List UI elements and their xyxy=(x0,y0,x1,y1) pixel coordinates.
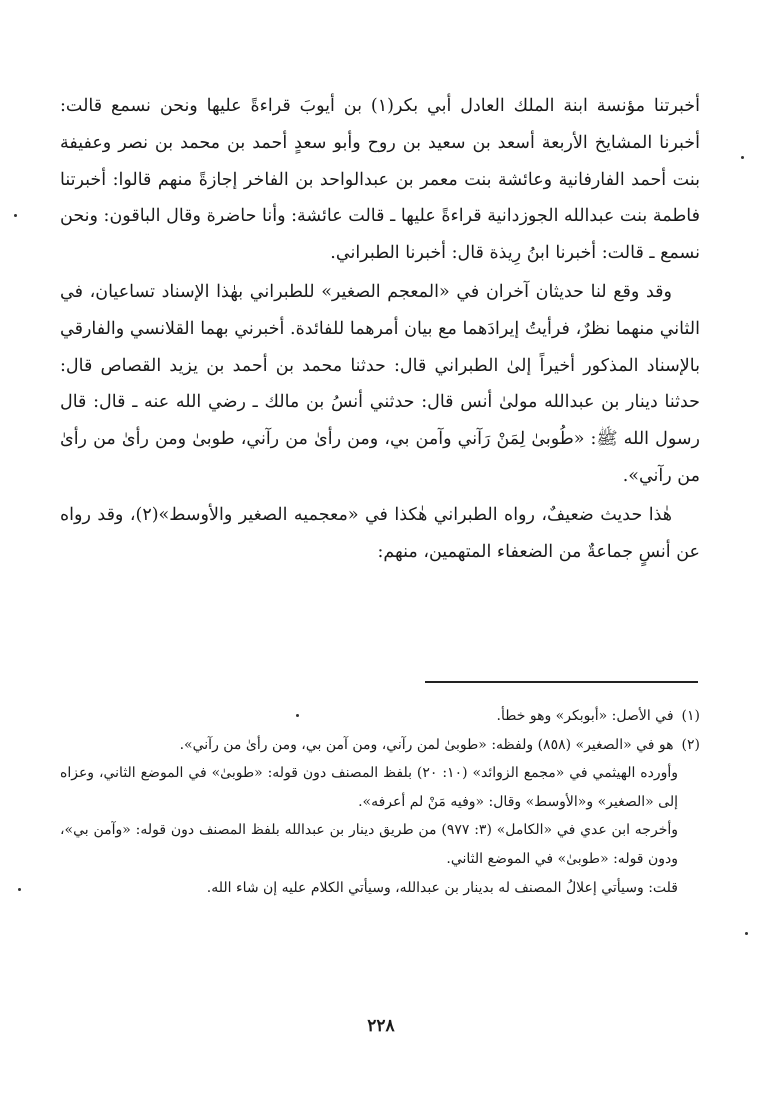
footnote-2 xyxy=(60,731,700,760)
scan-speck xyxy=(741,156,744,159)
footnote-text: هو في «الصغير» (٨٥٨) ولفظه: «طوبىٰ لمن رآني، ومن آمن بي، ومن رأىٰ من رآني». xyxy=(179,736,674,753)
scan-speck xyxy=(296,714,299,717)
scan-speck xyxy=(18,888,21,891)
footnote-2-continuation: وأخرجه ابن عدي في «الكامل» (٣: ٩٧٧) من طريق دينار بن عبدالله بلفظ المصنف دون قوله: «وآمن بي»، ودون قوله: «طوبىٰ» في الموضع الثاني. xyxy=(60,822,678,867)
footnotes xyxy=(60,702,700,902)
footnote-number: (٢) xyxy=(681,736,700,753)
paragraph-grading: هٰذا حديث ضعيفٌ، رواه الطبراني هٰكذا في «معجميه الصغير والأوسط»(٢)، وقد رواه عن أنسٍ جماعةٌ من الضعفاء المتهمين، منهم: xyxy=(60,504,700,562)
footnote-number: (١) xyxy=(681,708,700,724)
scan-speck xyxy=(14,214,17,217)
main-text xyxy=(60,88,700,570)
footnote-1 xyxy=(60,702,700,731)
footnote-separator xyxy=(425,681,698,683)
scan-speck xyxy=(745,932,748,935)
footnote-text: في الأصل: «أبوبكر» وهو خطأ. xyxy=(496,708,674,724)
page-number: ٢٢٨ xyxy=(367,1016,395,1036)
paragraph-hadith: وقد وقع لنا حديثان آخران في «المعجم الصغير» للطبراني بهٰذا الإسناد تساعيان، في الثاني منهما نظرٌ، فرأيتُ إيرادَهما مع بيان أمرهما للفائدة. أخبرني بهما القلانسي والفارقي بالإسناد المذكور أخيراً إلىٰ الطبراني قال: حدثنا محمد بن أحمد بن يزيد القصاص قال: حدثنا دينار بن عبدالله مولىٰ أنس قال: حدثني أنسُ بن مالك ـ رضي الله عنه ـ قال: قال رسول الله ﷺ: «طُوبىٰ لِمَنْ رَآني وآمن بي، ومن رأىٰ من رآني، طوبىٰ ومن رأىٰ من رأىٰ من رآني». xyxy=(60,281,700,486)
paragraph-isnad: أخبرتنا مؤنسة ابنة الملك العادل أبي بكر(١) بن أيوبَ قراءةً عليها ونحن نسمع قالت: أخبرنا المشايخ الأربعة أسعد بن سعيد بن روح وأبو سعدٍ أحمد بن محمد بن نصر وعفيفة بنت أحمد الفارفانية وعائشة بنت معمر بن عبدالواحد بن الفاخر إجازةً منهم قالوا: أخبرتنا فاطمة بنت عبدالله الجوزدانية قراءةً عليها ـ قالت عائشة: وأنا حاضرة وقال الباقون: ونحن نسمع ـ قالت: أخبرنا ابنُ رِيذة قال: أخبرنا الطبراني. xyxy=(60,96,700,264)
footnote-2-continuation: وأورده الهيثمي في «مجمع الزوائد» (١٠: ٢٠) بلفظ المصنف دون قوله: «طوبىٰ» في الموضع الثاني، وعزاه إلى «الصغير» و«الأوسط» وقال: «وفيه مَنْ لم أعرفه». xyxy=(60,765,678,810)
footnote-2-continuation: قلت: وسيأتي إعلالُ المصنف له بدينار بن عبدالله، وسيأتي الكلام عليه إن شاء الله. xyxy=(206,879,678,896)
